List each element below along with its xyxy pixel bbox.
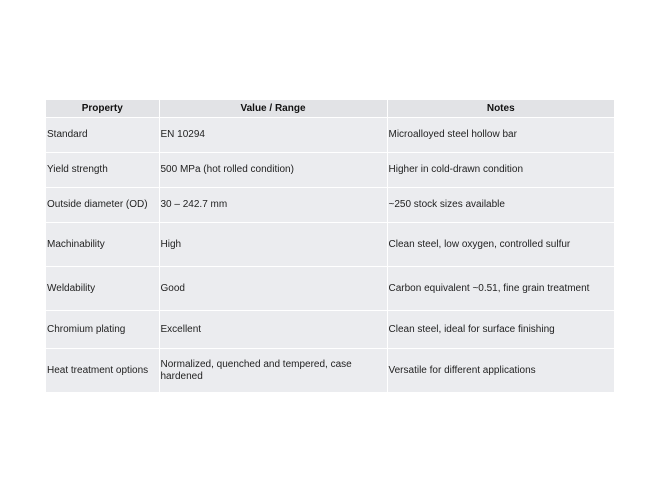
spec-table (46, 100, 614, 392)
table-row (46, 118, 614, 153)
notes-cell: Higher in cold-drawn condition (387, 153, 614, 188)
value-cell: Excellent (159, 311, 387, 349)
property-cell: Outside diameter (OD) (46, 188, 159, 223)
table-row (46, 188, 614, 223)
column-header-property: Property (46, 100, 159, 118)
notes-cell: Clean steel, ideal for surface finishing (387, 311, 614, 349)
property-cell: Yield strength (46, 153, 159, 188)
notes-cell: ~250 stock sizes available (387, 188, 614, 223)
notes-cell: Clean steel, low oxygen, controlled sulfur (387, 223, 614, 267)
notes-cell: Microalloyed steel hollow bar (387, 118, 614, 153)
table-row (46, 153, 614, 188)
value-cell: EN 10294 (159, 118, 387, 153)
value-cell: 30 – 242.7 mm (159, 188, 387, 223)
table-header-row (46, 100, 614, 118)
column-header-notes: Notes (387, 100, 614, 118)
notes-cell: Carbon equivalent ~0.51, fine grain treatment (387, 267, 614, 311)
notes-cell: Versatile for different applications (387, 349, 614, 393)
property-cell: Machinability (46, 223, 159, 267)
property-cell: Chromium plating (46, 311, 159, 349)
property-cell: Heat treatment options (46, 349, 159, 393)
table-row (46, 311, 614, 349)
value-cell: Normalized, quenched and tempered, case hardened (159, 349, 387, 393)
table-row (46, 267, 614, 311)
value-cell: High (159, 223, 387, 267)
property-cell: Standard (46, 118, 159, 153)
table-row (46, 349, 614, 393)
value-cell: 500 MPa (hot rolled condition) (159, 153, 387, 188)
column-header-value-range: Value / Range (159, 100, 387, 118)
value-cell: Good (159, 267, 387, 311)
property-cell: Weldability (46, 267, 159, 311)
table-row (46, 223, 614, 267)
